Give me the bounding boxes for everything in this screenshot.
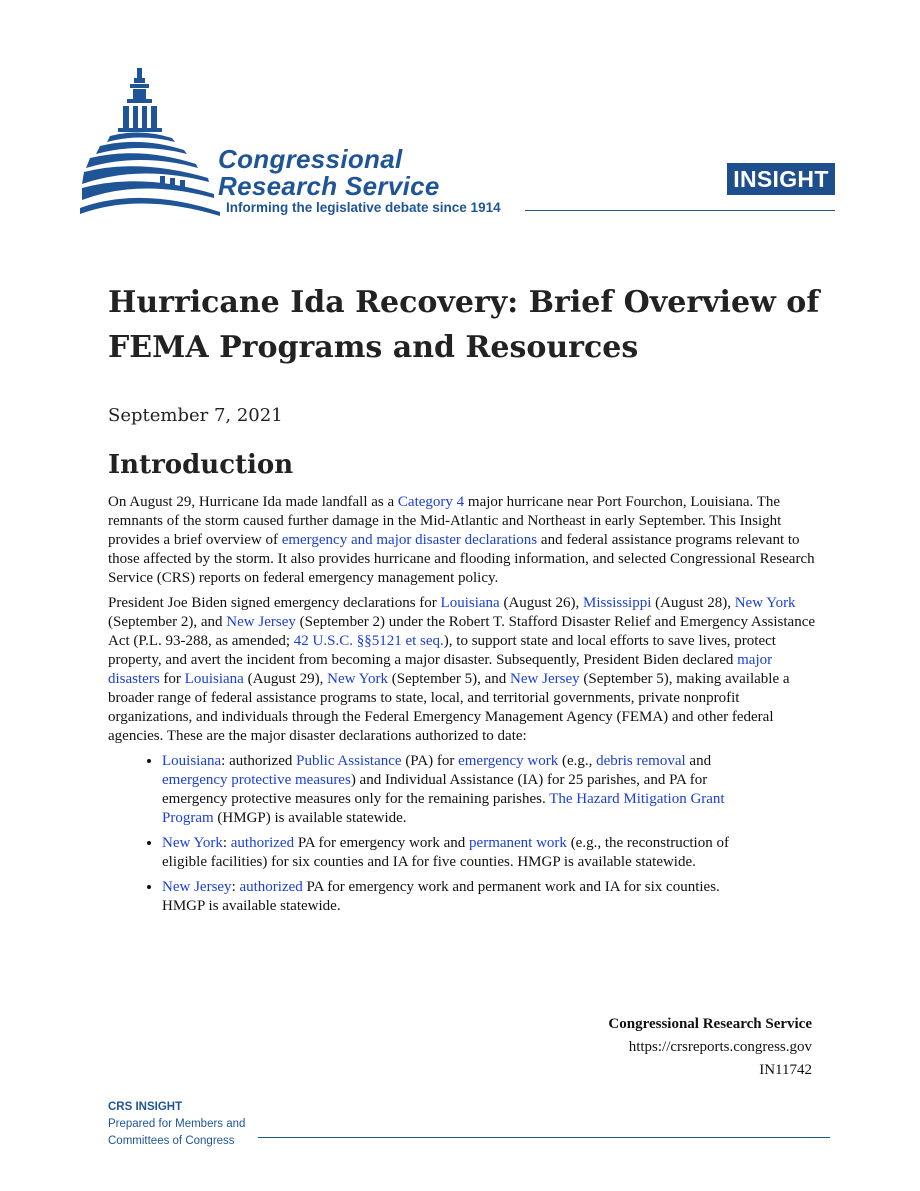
text: for <box>159 671 185 687</box>
link-emergency-work[interactable]: emergency work <box>458 753 559 769</box>
header-divider <box>525 210 835 211</box>
document-title: Hurricane Ida Recovery: Brief Overview of FEMA Programs and Resources <box>108 285 820 365</box>
text: (September 2) under the Robert T. Stafford Disaster Relief and Emergency Assistance Act (P.L. 93-288, as amended; <box>108 614 816 649</box>
text: (August 28), <box>651 595 735 611</box>
signature-block <box>608 1013 812 1082</box>
text: : authorized <box>221 753 297 769</box>
link-new-york-b[interactable]: New York <box>162 835 223 851</box>
link-mississippi[interactable]: Mississippi <box>583 595 652 611</box>
link-hmgp[interactable]: The Hazard Mitigation Grant Program <box>162 791 725 826</box>
text: major hurricane near Port Fourchon, Louisiana. The remnants of the storm caused further damage in the Mid-Atlantic and Northeast in early September. This Insight provides a brief overview of <box>108 494 782 548</box>
link-new-jersey-b[interactable]: New Jersey <box>162 879 232 895</box>
link-permanent-work[interactable]: permanent work <box>469 835 567 851</box>
link-declarations[interactable]: emergency and major disaster declarations <box>281 532 538 548</box>
text: : <box>222 835 231 851</box>
link-usc[interactable]: 42 U.S.C. §§5121 et seq. <box>293 633 444 649</box>
signature-url[interactable]: https://crsreports.congress.gov <box>628 1039 812 1055</box>
text: (August 29), <box>243 671 328 687</box>
text: (September 5), making available a broader range of federal assistance programs to state, local, and territorial governments, private nonprofit organizations, and individuals through the Federal Emergency Management Agency (FEMA) and other federal agencies. These are the major disaster declarations authorized to date: <box>108 671 790 744</box>
text: (e.g., <box>558 753 597 769</box>
text: PA for emergency work and permanent work and IA for six counties. HMGP is available statewide. <box>162 879 720 914</box>
paragraph-2 <box>108 594 823 746</box>
document-body <box>108 493 823 922</box>
declarations-list <box>108 752 752 916</box>
org-name <box>218 146 440 200</box>
text: (September 2), and <box>108 614 227 630</box>
text: : <box>231 879 240 895</box>
org-name-line1: Congressional <box>218 144 403 174</box>
text: (August 26), <box>499 595 584 611</box>
link-category-4[interactable]: Category 4 <box>397 494 465 510</box>
text: and <box>685 753 712 769</box>
signature-id: IN11742 <box>759 1062 812 1078</box>
text: (e.g., the reconstruction of eligible facilities) for six counties and IA for five counties. HMGP is available statewide. <box>162 835 729 870</box>
list-item <box>162 878 752 916</box>
text: PA for emergency work and <box>294 835 470 851</box>
footer <box>108 1099 245 1150</box>
org-tagline: Informing the legislative debate since 1914 <box>226 200 501 215</box>
link-louisiana[interactable]: Louisiana <box>440 595 500 611</box>
link-louisiana-b[interactable]: Louisiana <box>162 753 222 769</box>
text: ) and Individual Assistance (IA) for 25 parishes, and PA for emergency protective measures only for the remaining parishes. <box>162 772 708 807</box>
text: (September 5), and <box>388 671 511 687</box>
list-item <box>162 834 752 872</box>
text: On August 29, Hurricane Ida made landfall as a <box>108 494 398 510</box>
link-new-york-md[interactable]: New York <box>327 671 388 687</box>
org-name-line2: Research Service <box>218 171 440 201</box>
text: (HMGP) is available statewide. <box>213 810 407 826</box>
insight-badge: INSIGHT <box>727 163 835 195</box>
paragraph-1 <box>108 493 823 588</box>
text: President Joe Biden signed emergency declarations for <box>108 595 441 611</box>
link-louisiana-md[interactable]: Louisiana <box>184 671 244 687</box>
footer-line1: Prepared for Members and <box>108 1118 246 1130</box>
link-public-assistance[interactable]: Public Assistance <box>296 753 402 769</box>
text: and federal assistance programs relevant to those affected by the storm. It also provides hurricane and flooding information, and selected Congressional Research Service (CRS) reports on federal emergency management policy. <box>108 532 815 586</box>
link-authorized-nj[interactable]: authorized <box>239 879 303 895</box>
link-new-york[interactable]: New York <box>734 595 796 611</box>
footer-divider <box>258 1137 830 1138</box>
link-authorized-ny[interactable]: authorized <box>230 835 295 851</box>
link-new-jersey-md[interactable]: New Jersey <box>510 671 580 687</box>
list-item <box>162 752 752 828</box>
signature-org: Congressional Research Service <box>608 1016 812 1032</box>
text: (PA) for <box>401 753 459 769</box>
document-date: September 7, 2021 <box>108 405 283 426</box>
footer-line2: Committees of Congress <box>108 1135 235 1147</box>
link-debris-removal[interactable]: debris removal <box>596 753 686 769</box>
text: ), to support state and local efforts to save lives, protect property, and avert the incident from becoming a major disaster. Subsequently, President Biden declared <box>108 633 776 668</box>
link-new-jersey[interactable]: New Jersey <box>226 614 296 630</box>
link-major-disasters[interactable]: major disasters <box>108 652 773 687</box>
link-protective-measures[interactable]: emergency protective measures <box>162 772 351 788</box>
section-heading: Introduction <box>108 450 294 480</box>
footer-label: CRS INSIGHT <box>108 1101 183 1113</box>
